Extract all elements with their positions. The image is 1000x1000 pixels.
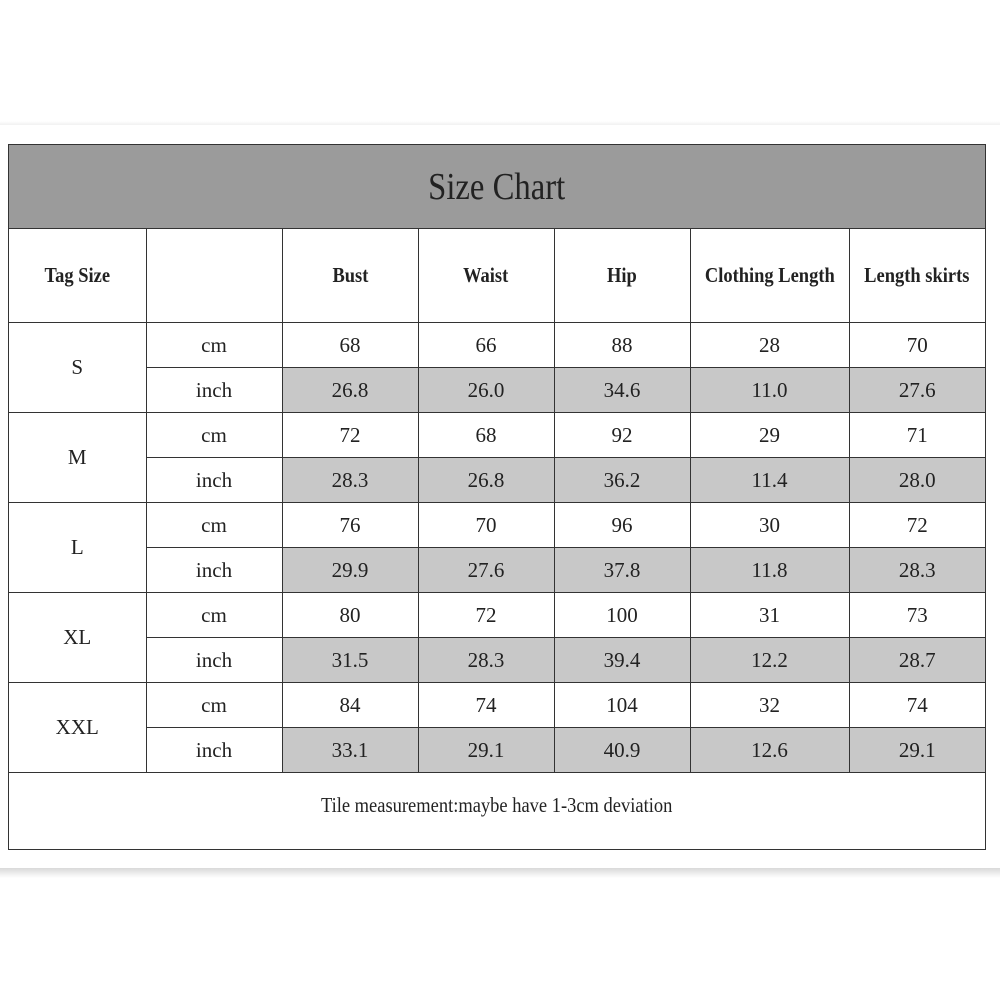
measurement-cell: 76 [282, 503, 418, 548]
measurement-cell: 68 [418, 413, 554, 458]
table-row [9, 413, 985, 458]
header-waist: Waist [418, 229, 554, 323]
bottom-shadow-divider [0, 868, 1000, 878]
measurement-cell: 28.0 [849, 458, 985, 503]
size-table [9, 229, 985, 837]
measurement-cell: 28 [690, 323, 849, 368]
table-row [9, 638, 985, 683]
measurement-cell: 70 [418, 503, 554, 548]
measurement-cell: 11.4 [690, 458, 849, 503]
footer-row [9, 773, 985, 838]
size-label: XXL [9, 683, 146, 773]
unit-label: cm [146, 323, 282, 368]
table-row [9, 593, 985, 638]
measurement-cell: 74 [849, 683, 985, 728]
unit-label: inch [146, 368, 282, 413]
measurement-cell: 11.0 [690, 368, 849, 413]
top-shadow-divider [0, 121, 1000, 125]
measurement-cell: 28.3 [418, 638, 554, 683]
table-row [9, 368, 985, 413]
measurement-cell: 72 [418, 593, 554, 638]
measurement-cell: 88 [554, 323, 690, 368]
measurement-cell: 29.1 [849, 728, 985, 773]
unit-label: cm [146, 683, 282, 728]
measurement-cell: 12.6 [690, 728, 849, 773]
size-label: S [9, 323, 146, 413]
table-row [9, 503, 985, 548]
footer-note [9, 773, 985, 838]
measurement-cell: 26.8 [282, 368, 418, 413]
measurement-cell: 27.6 [418, 548, 554, 593]
header-unit [146, 229, 282, 323]
header-clothing-length: Clothing Length [690, 229, 849, 323]
measurement-cell: 96 [554, 503, 690, 548]
measurement-cell: 40.9 [554, 728, 690, 773]
table-row [9, 323, 985, 368]
measurement-cell: 29.9 [282, 548, 418, 593]
measurement-cell: 74 [418, 683, 554, 728]
header-tag-size: Tag Size [9, 229, 146, 323]
size-label: XL [9, 593, 146, 683]
measurement-cell: 70 [849, 323, 985, 368]
measurement-cell: 32 [690, 683, 849, 728]
measurement-cell: 26.0 [418, 368, 554, 413]
unit-label: cm [146, 503, 282, 548]
table-row [9, 458, 985, 503]
unit-label: inch [146, 728, 282, 773]
measurement-cell: 27.6 [849, 368, 985, 413]
measurement-cell: 36.2 [554, 458, 690, 503]
size-chart-title-bar [9, 145, 985, 229]
measurement-cell: 28.3 [282, 458, 418, 503]
header-hip: Hip [554, 229, 690, 323]
measurement-cell: 31.5 [282, 638, 418, 683]
measurement-cell: 39.4 [554, 638, 690, 683]
measurement-cell: 28.3 [849, 548, 985, 593]
measurement-cell: 29.1 [418, 728, 554, 773]
measurement-cell: 66 [418, 323, 554, 368]
header-length-skirts: Length skirts [849, 229, 985, 323]
unit-label: cm [146, 413, 282, 458]
measurement-cell: 26.8 [418, 458, 554, 503]
measurement-cell: 34.6 [554, 368, 690, 413]
measurement-cell: 71 [849, 413, 985, 458]
measurement-cell: 37.8 [554, 548, 690, 593]
measurement-cell: 92 [554, 413, 690, 458]
measurement-cell: 68 [282, 323, 418, 368]
table-row [9, 683, 985, 728]
measurement-cell: 33.1 [282, 728, 418, 773]
measurement-cell: 12.2 [690, 638, 849, 683]
unit-label: inch [146, 638, 282, 683]
measurement-cell: 30 [690, 503, 849, 548]
measurement-cell: 84 [282, 683, 418, 728]
measurement-cell: 31 [690, 593, 849, 638]
measurement-cell: 11.8 [690, 548, 849, 593]
measurement-cell: 28.7 [849, 638, 985, 683]
unit-label: inch [146, 458, 282, 503]
table-row [9, 728, 985, 773]
header-bust: Bust [282, 229, 418, 323]
footer-note-text: Tile measurement:maybe have 1-3cm deviation [321, 792, 673, 817]
size-chart [8, 144, 986, 850]
measurement-cell: 29 [690, 413, 849, 458]
measurement-cell: 104 [554, 683, 690, 728]
measurement-cell: 80 [282, 593, 418, 638]
unit-label: inch [146, 548, 282, 593]
header-row [9, 229, 985, 323]
size-label: M [9, 413, 146, 503]
unit-label: cm [146, 593, 282, 638]
size-chart-title: Size Chart [428, 165, 566, 208]
measurement-cell: 100 [554, 593, 690, 638]
measurement-cell: 72 [282, 413, 418, 458]
table-row [9, 548, 985, 593]
measurement-cell: 72 [849, 503, 985, 548]
measurement-cell: 73 [849, 593, 985, 638]
size-label: L [9, 503, 146, 593]
